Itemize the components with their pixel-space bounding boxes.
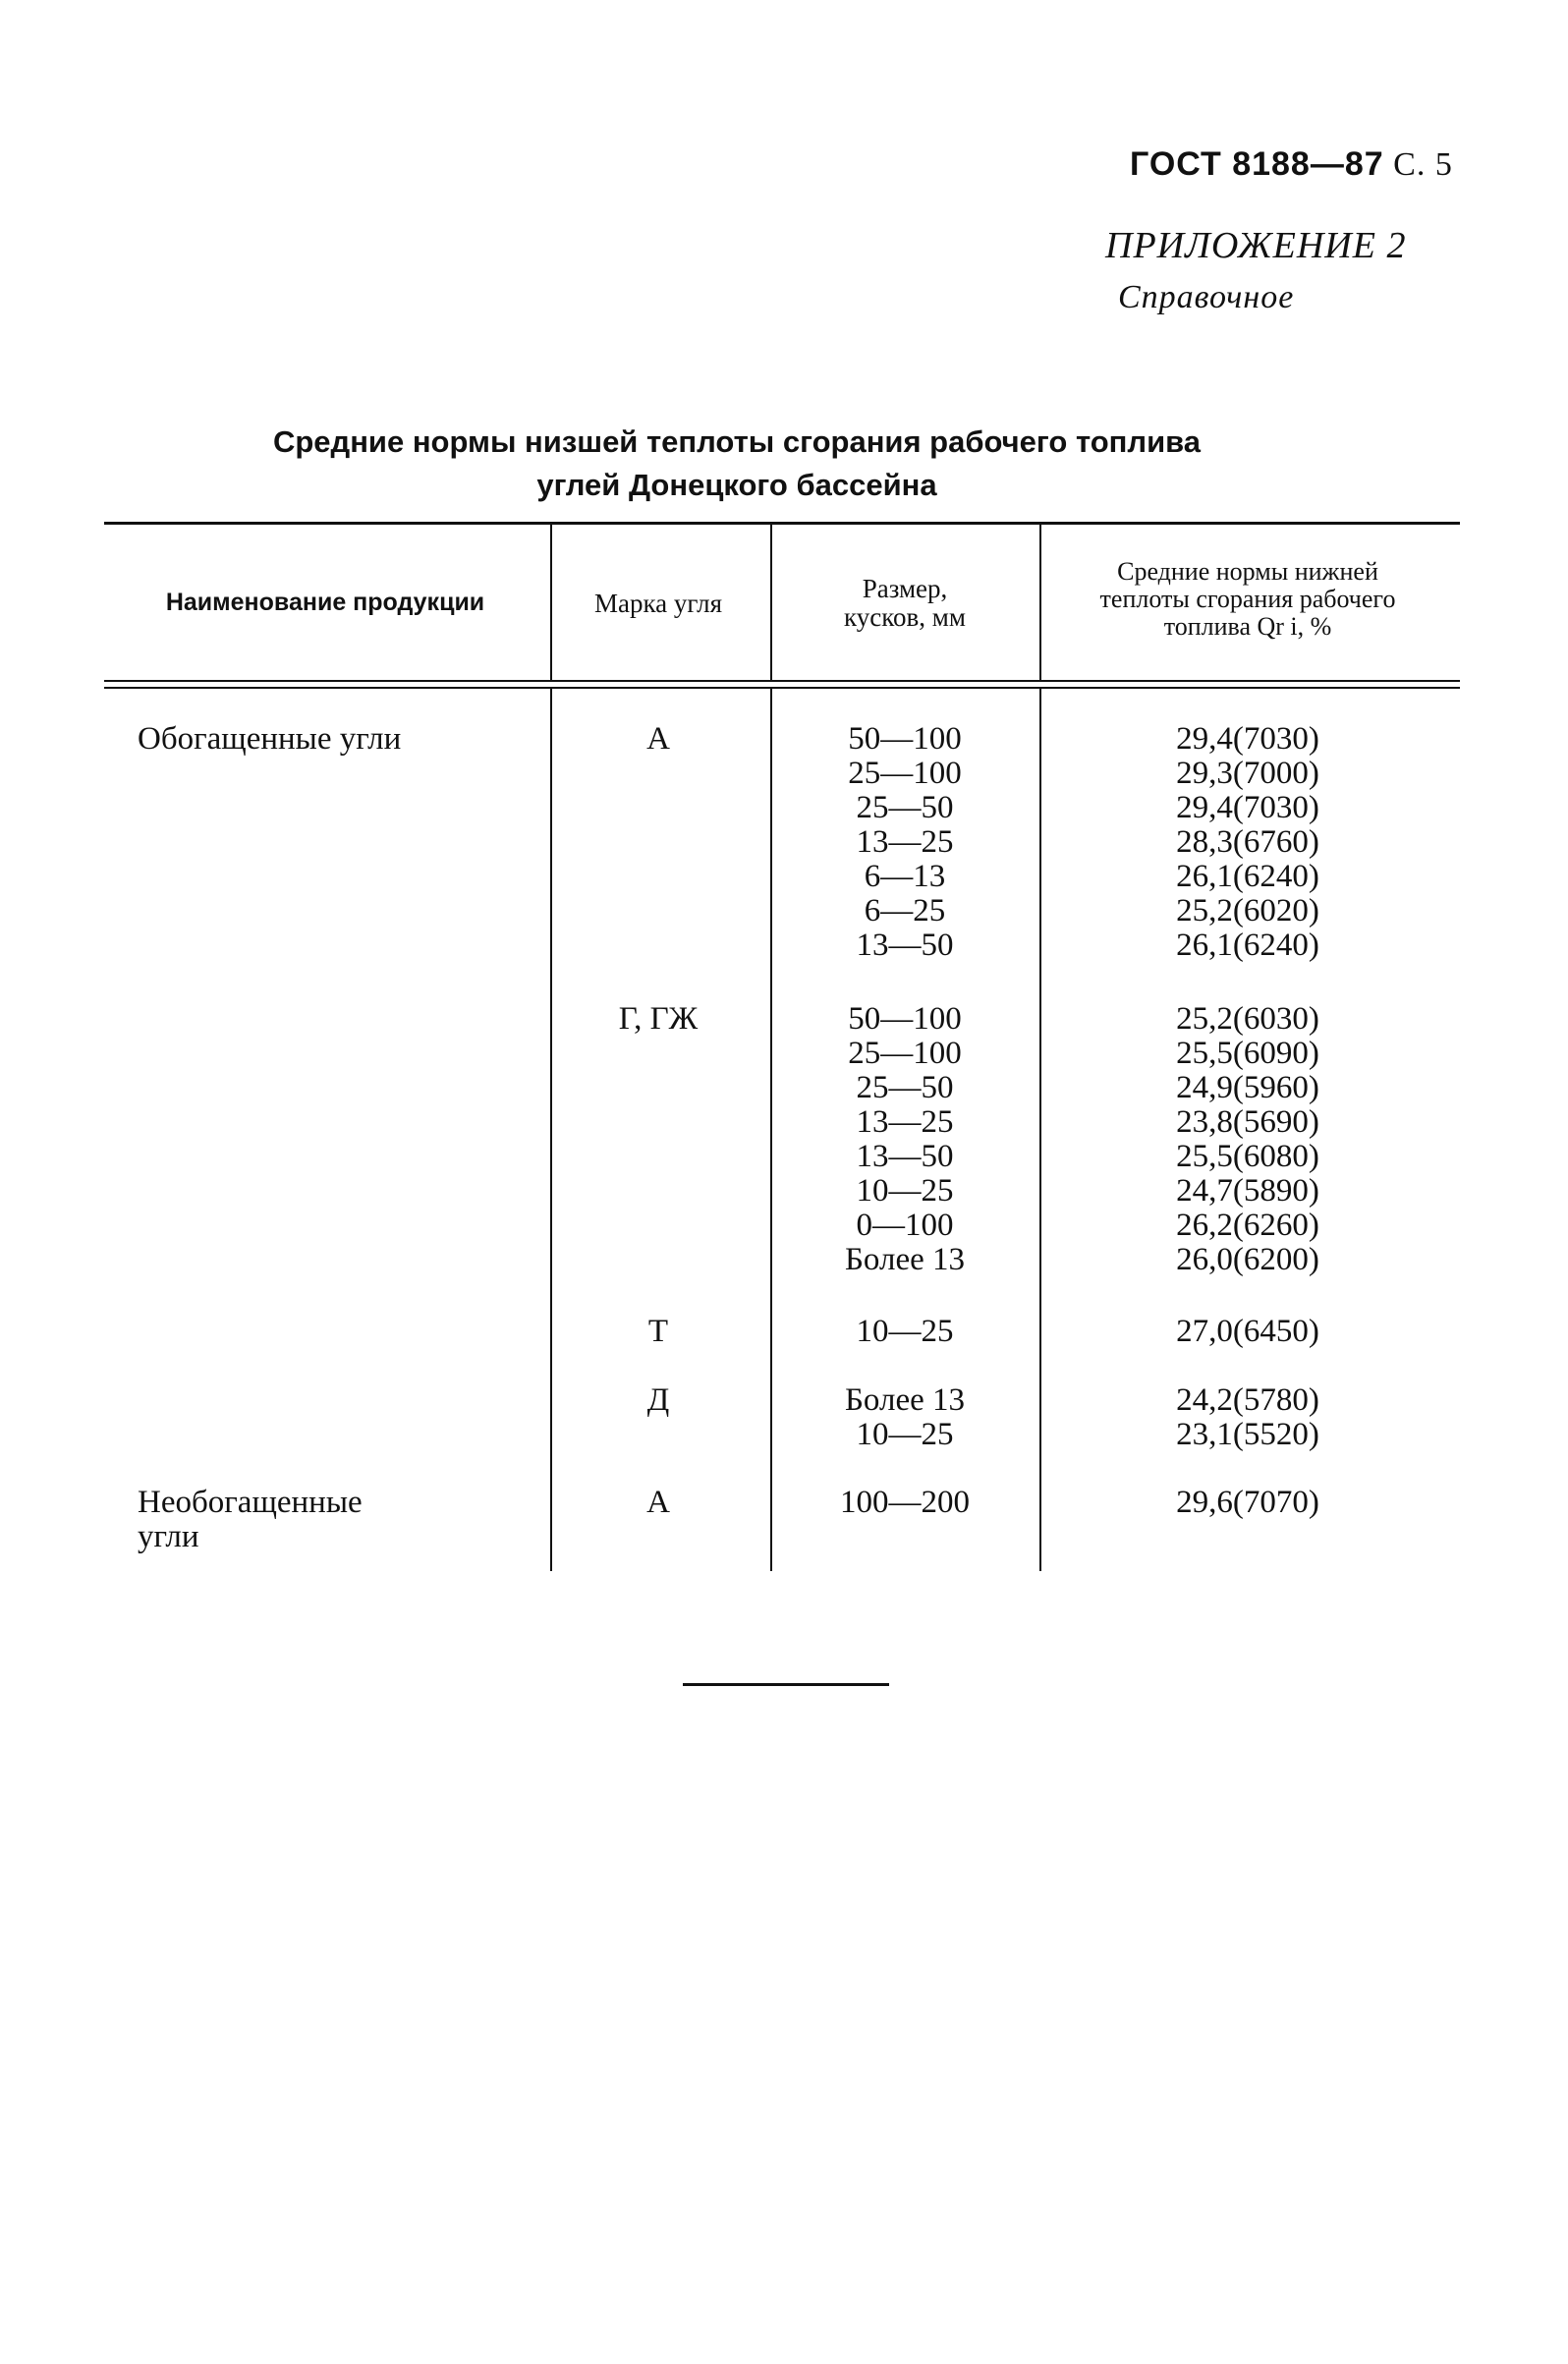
heat-value-cell: 26,1(6240) [1176, 859, 1319, 894]
brand-cell: Д [646, 1382, 670, 1418]
heat-value-cell: 29,4(7030) [1176, 790, 1319, 825]
product-non-enriched [138, 1486, 432, 1554]
heat-value-cell: 23,8(5690) [1176, 1104, 1319, 1140]
size-cell: 25—100 [848, 756, 962, 791]
column-header-heat-value [1041, 558, 1454, 641]
size-cell: 50—100 [848, 1001, 962, 1037]
end-rule [683, 1683, 889, 1686]
header-bottom-rule-2 [104, 687, 1460, 689]
column-header-size [772, 575, 1037, 632]
brand-cell: Г, ГЖ [618, 1001, 699, 1037]
column-header-brand: Марка угля [593, 589, 723, 618]
size-header-text: Размер, кусков, мм [844, 574, 966, 633]
size-cell: 13—50 [856, 928, 954, 963]
heat-value-cell: 26,0(6200) [1176, 1242, 1319, 1277]
size-cell: 50—100 [848, 721, 962, 757]
body-col-divider-1 [550, 689, 552, 1571]
header-bottom-rule-1 [104, 680, 1460, 682]
heat-value-cell: 29,4(7030) [1176, 721, 1319, 757]
brand-cell: А [646, 1485, 670, 1520]
size-cell: 25—50 [856, 1070, 954, 1105]
appendix-type: Справочное [1118, 279, 1295, 315]
size-cell: 13—25 [856, 1104, 954, 1140]
heat-value-cell: 26,1(6240) [1176, 928, 1319, 963]
heat-value-cell: 24,9(5960) [1176, 1070, 1319, 1105]
size-cell: Более 13 [844, 1242, 966, 1277]
heat-value-cell: 27,0(6450) [1176, 1314, 1319, 1349]
table-title-line-1: Средние нормы низшей теплоты сгорания рабочего топлива [272, 424, 1202, 459]
size-cell: 6—25 [864, 893, 946, 929]
heat-value-cell: 25,2(6030) [1176, 1001, 1319, 1037]
size-cell: 25—100 [848, 1036, 962, 1071]
heat-value-cell: 23,1(5520) [1176, 1417, 1319, 1452]
table-title-line-2: углей Донецкого бассейна [536, 468, 937, 502]
appendix-title: ПРИЛОЖЕНИЕ 2 [1105, 225, 1407, 266]
size-cell: 100—200 [840, 1485, 970, 1520]
heat-value-cell: 24,2(5780) [1176, 1382, 1319, 1418]
heat-value-cell: 25,5(6090) [1176, 1036, 1319, 1071]
size-cell: 10—25 [856, 1314, 954, 1349]
size-cell: 10—25 [856, 1173, 954, 1209]
heat-value-cell: 25,5(6080) [1176, 1139, 1319, 1174]
brand-cell: Т [647, 1314, 669, 1349]
page-number: С. 5 [1393, 146, 1453, 183]
heat-value-cell: 29,6(7070) [1176, 1485, 1319, 1520]
heat-header-text: Средние нормы нижней теплоты сгорания рабочего топлива Qr i, % [1099, 557, 1396, 642]
size-cell: 0—100 [856, 1208, 954, 1243]
heat-value-cell: 28,3(6760) [1176, 824, 1319, 860]
size-cell: 13—25 [856, 824, 954, 860]
size-cell: 25—50 [856, 790, 954, 825]
size-cell: 10—25 [856, 1417, 954, 1452]
standard-number: ГОСТ 8188—87 [1130, 145, 1384, 183]
size-cell: Более 13 [844, 1382, 966, 1418]
page-header [1130, 145, 1453, 184]
size-cell: 13—50 [856, 1139, 954, 1174]
heat-value-cell: 24,7(5890) [1176, 1173, 1319, 1209]
heat-value-cell: 29,3(7000) [1176, 756, 1319, 791]
product-non-enriched-text: Необогащенные угли [138, 1485, 363, 1554]
heat-value-cell: 25,2(6020) [1176, 893, 1319, 929]
brand-cell: А [646, 721, 670, 757]
size-cell: 6—13 [864, 859, 946, 894]
column-header-product: Наименование продукции [165, 589, 485, 616]
product-enriched: Обогащенные угли [138, 721, 402, 757]
heat-value-cell: 26,2(6260) [1176, 1208, 1319, 1243]
table-top-rule [104, 522, 1460, 525]
